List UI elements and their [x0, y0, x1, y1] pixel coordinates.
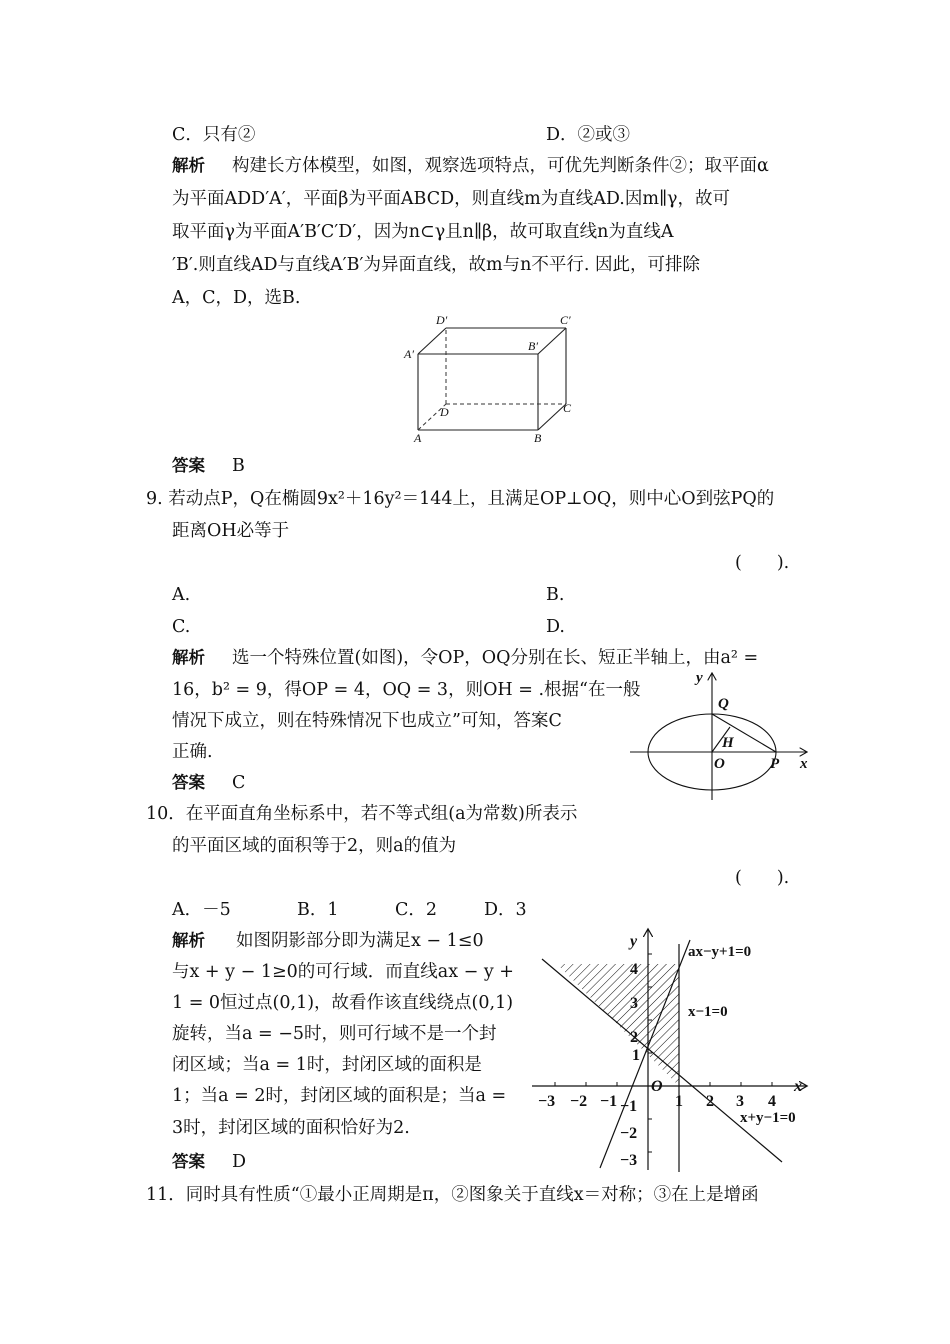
- q10-analysis-line-3: 1 = 0恒过点(0,1)，故看作该直线绕点(0,1): [172, 993, 514, 1013]
- ellipse-figure: [628, 666, 824, 804]
- y-tick-neg3: −3: [620, 1152, 638, 1169]
- q8-analysis-line-5: A，C，D，选B.: [172, 288, 301, 308]
- q9-answer-label: 答案: [172, 773, 205, 792]
- q9-analysis-line-4: 正确.: [172, 742, 213, 762]
- y-tick-4: 4: [630, 961, 638, 978]
- y-tick-2: 2: [630, 1029, 638, 1046]
- q10-stem-line-2: 的平面区域的面积等于2，则a的值为: [172, 836, 457, 856]
- y-tick-3: 3: [630, 995, 638, 1012]
- q10-option-d: D．3: [484, 900, 527, 920]
- q10-analysis-line-5: 闭区域；当a = 1时，封闭区域的面积是: [172, 1055, 482, 1075]
- q9-option-a: A.: [172, 585, 191, 605]
- q8-analysis-line-3: 取平面γ为平面A′B′C′D′，因为n⊂γ且n∥β，故可取直线n为直线A: [172, 222, 674, 242]
- q8-analysis-line-2: 为平面ADD′A′，平面β为平面ABCD，则直线m为直线AD.因m∥γ，故可: [172, 189, 730, 209]
- graph-y-label: y: [630, 933, 638, 950]
- q8-analysis-label: 解析: [172, 156, 205, 175]
- x-tick-4: 4: [768, 1093, 776, 1110]
- q10-stem-line-1: 10．在平面直角坐标系中，若不等式组(a为常数)所表示: [146, 804, 578, 824]
- feasible-region: [557, 964, 679, 1086]
- q10-analysis-line-4: 旋转，当a = −5时，则可行域不是一个封: [172, 1024, 497, 1044]
- cuboid-figure: [400, 312, 590, 447]
- cuboid-label-d: D: [440, 405, 449, 419]
- x-tick-neg2: −2: [570, 1093, 588, 1110]
- region-graph: [530, 922, 820, 1174]
- q9-stem-line-1: 9. 若动点P，Q在椭圆9x²＋16y²＝144上，且满足OP⊥OQ，则中心O到弦PQ的: [146, 489, 775, 509]
- cuboid-label-c: C: [563, 401, 572, 415]
- q9-option-b: B.: [546, 585, 565, 605]
- q10-analysis-line-6: 1；当a = 2时，封闭区域的面积是；当a =: [172, 1086, 507, 1106]
- cuboid-label-a: A: [414, 431, 422, 445]
- line-label-x-1: x−1=0: [688, 1004, 728, 1020]
- y-tick-neg1: −1: [620, 1098, 638, 1115]
- q10-answer-label: 答案: [172, 1152, 205, 1171]
- line-label-ax-y-1: ax−y+1=0: [688, 944, 752, 960]
- q11-stem: 11．同时具有性质“①最小正周期是π，②图象关于直线x＝对称；③在上是增函: [146, 1185, 759, 1205]
- x-tick-1: 1: [675, 1093, 683, 1110]
- q9-answer: C: [232, 773, 246, 793]
- q9-option-c: C.: [172, 617, 191, 637]
- q9-bracket: ( ).: [735, 553, 790, 573]
- q8-analysis-line-4: ′B′.则直线AD与直线A′B′为异面直线，故m与n不平行. 因此，可排除: [172, 255, 700, 275]
- q9-analysis-line-2: 16，b² = 9，得OP = 4，OQ = 3，则OH = .根据“在一般: [172, 680, 641, 700]
- q10-option-c: C．2: [395, 900, 438, 920]
- ellipse-label-x: x: [800, 756, 808, 772]
- q10-answer: D: [232, 1152, 247, 1172]
- graph-origin-label: O: [651, 1078, 663, 1095]
- ellipse-label-h: H: [722, 735, 734, 751]
- q9-analysis-line-3: 情况下成立，则在特殊情况下也成立”可知，答案C: [172, 711, 562, 731]
- cuboid-label-c1: C′: [560, 313, 571, 327]
- ellipse-label-p: P: [770, 756, 780, 772]
- x-tick-2: 2: [706, 1093, 714, 1110]
- ellipse-label-o: O: [714, 756, 725, 772]
- ellipse-label-y: y: [696, 670, 703, 686]
- graph-x-label: x: [794, 1078, 802, 1095]
- q9-analysis-line-1: 选一个特殊位置(如图)，令OP，OQ分别在长、短正半轴上，由a² =: [232, 648, 759, 668]
- q8-answer: B: [232, 456, 245, 476]
- q10-analysis-line-2: 与x + y − 1≥0的可行域．而直线ax − y +: [172, 962, 514, 982]
- y-tick-1: 1: [632, 1047, 640, 1064]
- cuboid-label-a1: A′: [404, 347, 414, 361]
- q10-option-b: B．1: [297, 900, 339, 920]
- ellipse-label-q: Q: [718, 696, 729, 712]
- q10-bracket: ( ).: [735, 868, 790, 888]
- line-label-x-y-1: x+y−1=0: [740, 1110, 796, 1126]
- x-tick-neg3: −3: [538, 1093, 556, 1110]
- cuboid-label-b: B: [534, 431, 542, 445]
- q10-option-a: A．－5: [172, 900, 231, 920]
- x-tick-neg1: −1: [600, 1093, 618, 1110]
- q8-option-d: D．②或③: [546, 125, 631, 145]
- q8-analysis-line-1: 构建长方体模型，如图，观察选项特点，可优先判断条件②；取平面α: [232, 156, 769, 176]
- q10-analysis-line-1: 如图阴影部分即为满足x − 1≤0: [236, 931, 484, 951]
- cuboid-label-b1: B′: [528, 339, 538, 353]
- q9-analysis-label: 解析: [172, 648, 205, 667]
- q9-option-d: D.: [546, 617, 565, 637]
- cuboid-label-d1: D′: [436, 313, 448, 327]
- q9-stem-line-2: 距离OH必等于: [172, 521, 290, 541]
- q10-analysis-label: 解析: [172, 931, 205, 950]
- y-tick-neg2: −2: [620, 1125, 638, 1142]
- q10-analysis-line-7: 3时，封闭区域的面积恰好为2.: [172, 1118, 410, 1138]
- x-tick-3: 3: [736, 1093, 744, 1110]
- q8-option-c: C．只有②: [172, 125, 256, 145]
- q8-answer-label: 答案: [172, 456, 205, 475]
